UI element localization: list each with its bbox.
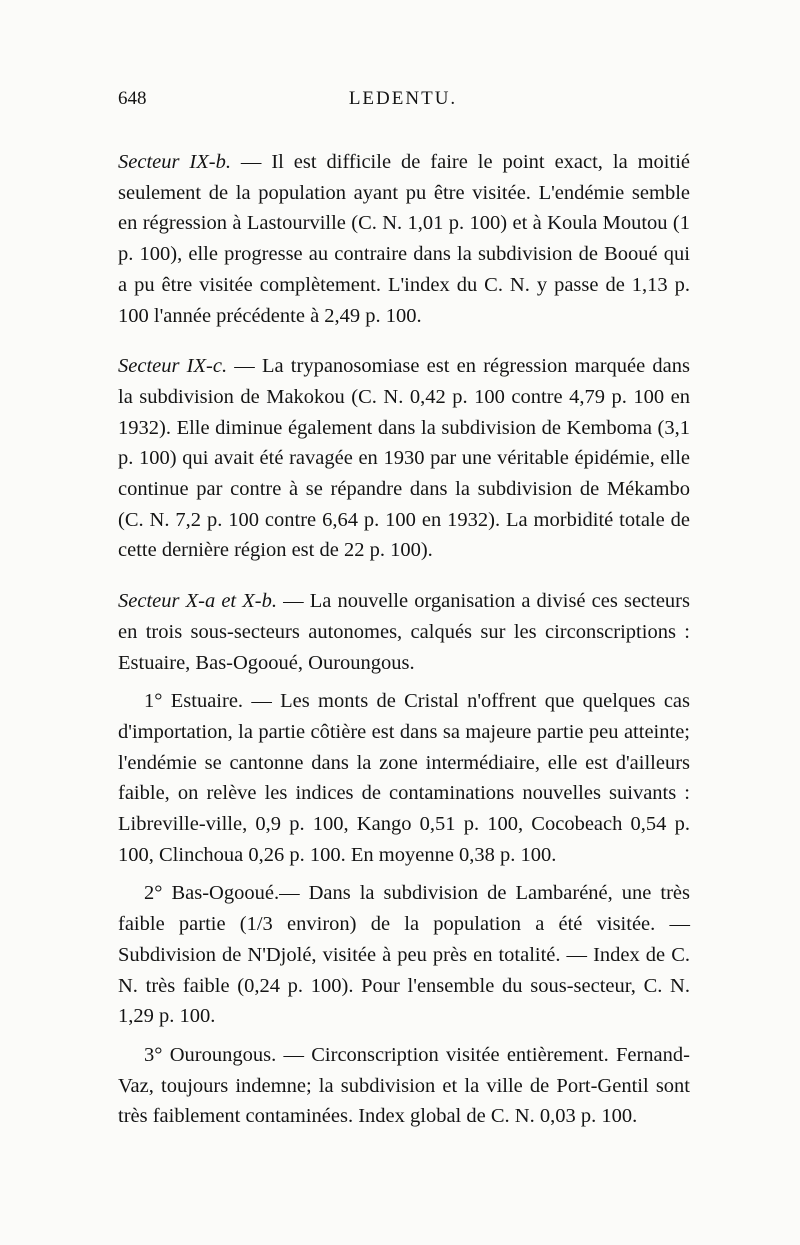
paragraph-lead: Secteur IX-b. xyxy=(118,151,231,173)
body-text xyxy=(118,147,690,1132)
paragraph-bas-ogooue xyxy=(118,878,690,1032)
paragraph-text: — La nouvelle organisation a divisé ces secteurs en trois sous-secteurs autonomes, calqués sur les circonscriptions : Estuaire, Bas-Ogooué, Ouroungous. xyxy=(118,590,690,674)
paragraph-text: 3° Ouroungous. — Circonscription visitée entièrement. Fernand-Vaz, toujours indemne; la subdivision et la ville de Port-Gentil sont très faiblement contaminées. Index global de C. N. 0,03 p. 100. xyxy=(118,1043,690,1128)
running-title: LEDENTU. xyxy=(348,88,458,109)
paragraph-text: 1° Estuaire. — Les monts de Cristal n'offrent que quelques cas d'importation, la partie côtière est dans sa majeure partie peu atteinte; l'endémie se cantonne dans la zone intermédiaire, elle est d'ailleurs faible, on relève les indices de contaminations nouvelles suivants : Libreville-ville, 0,9 p. 100, Kango 0,51 p. 100, Cocobeach 0,54 p. 100, Clinchoua 0,26 p. 100. En moyenne 0,38 p. 100. xyxy=(118,690,690,866)
paragraph-text: 2° Bas-Ogooué.— Dans la subdivision de Lambaréné, une très faible partie (1/3 environ) de la population a été visitée. — Subdivision de N'Djolé, visitée à peu près en totalité. — Index de C. N. très faible (0,24 p. 100). Pour l'ensemble du sous-secteur, C. N. 1,29 p. 100. xyxy=(118,882,690,1028)
paragraph-lead: Secteur IX-c. xyxy=(118,355,228,378)
paragraph-secteur-x xyxy=(118,586,690,678)
paragraph-secteur-ix-c xyxy=(118,351,690,566)
paragraph-lead: Secteur X-a et X-b. xyxy=(118,590,277,613)
paragraph-text: — Il est difficile de faire le point exact, la moitié seulement de la population ayant pu être visitée. L'endémie semble en régression à Lastourville (C. N. 1,01 p. 100) et à Koula Moutou (1 p. 100), elle progresse au contraire dans la subdivision de Booué qui a pu être visitée complètement. L'index du C. N. y passe de 1,13 p. 100 l'année précédente à 2,49 p. 100. xyxy=(118,151,690,327)
page-header xyxy=(118,88,688,118)
paragraph-text: — La trypanosomiase est en régression marquée dans la subdivision de Makokou (C. N. 0,42 p. 100 contre 4,79 p. 100 en 1932). Elle diminue également dans la subdivision de Kemboma (3,1 p. 100) qui avait été ravagée en 1930 par une véritable épidémie, elle continue par contre à se répandre dans la subdivision de Mékambo (C. N. 7,2 p. 100 contre 6,64 p. 100 en 1932). La morbidité totale de cette dernière région est de 22 p. 100). xyxy=(118,355,690,562)
paragraph-ouroungous xyxy=(118,1040,690,1132)
paragraph-secteur-ix-b xyxy=(118,147,690,331)
page-number: 648 xyxy=(118,88,147,109)
paragraph-estuaire xyxy=(118,686,690,870)
